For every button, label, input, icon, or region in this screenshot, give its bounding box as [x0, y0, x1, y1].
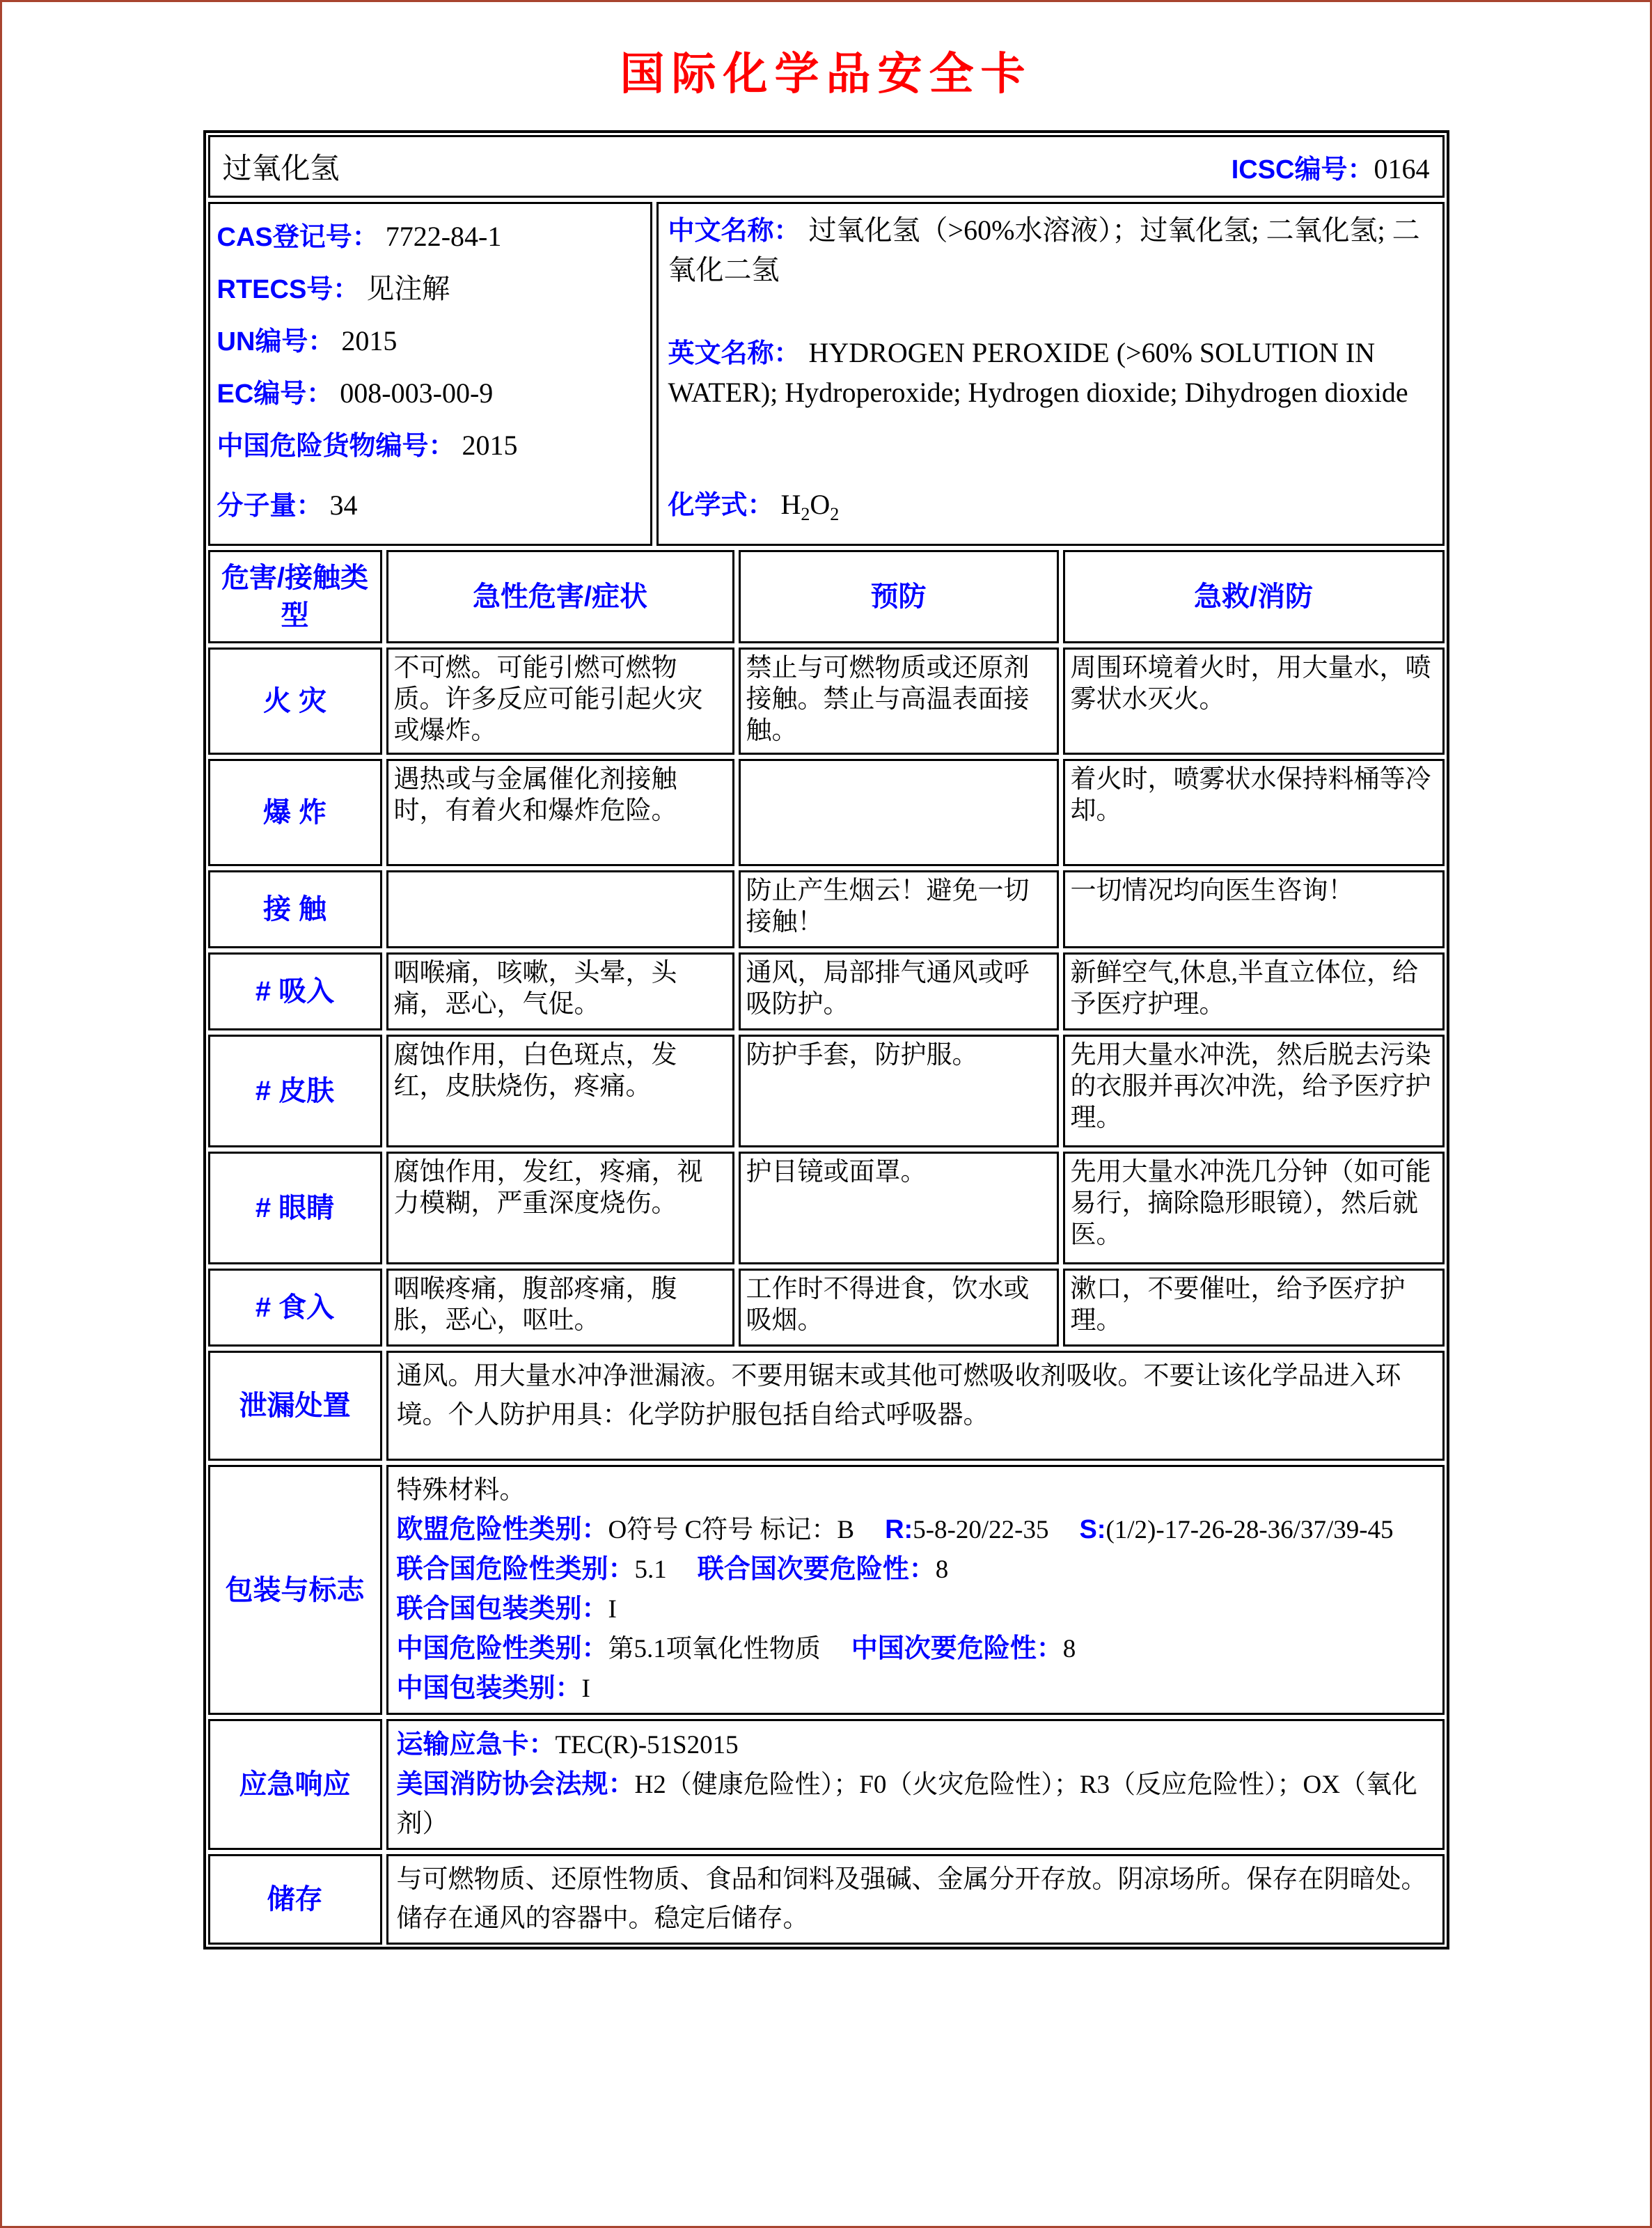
eyes-prevention: 护目镜或面罩。	[739, 1152, 1059, 1264]
packaging-segment: R:	[885, 1515, 913, 1544]
english-name-value: HYDROGEN PEROXIDE (>60% SOLUTION IN WATER); Hydroperoxide; Hydrogen dioxide; Dihydrogen dioxide	[668, 337, 1408, 408]
inhalation-firstaid: 新鲜空气,休息,半直立体位，给予医疗护理。	[1063, 952, 1445, 1030]
eyes-symptoms: 腐蚀作用，发红，疼痛，视力模糊，严重深度烧伤。	[386, 1152, 734, 1264]
storage-content	[386, 1854, 1445, 1945]
fire-type-label: 火 灾	[208, 648, 382, 755]
header-hazard-type: 危害/接触类型	[208, 550, 382, 643]
rtecs-number-line	[217, 266, 646, 318]
identification-row	[206, 200, 1447, 548]
chemical-header-cell	[208, 135, 1445, 198]
packaging-segment: I	[608, 1595, 617, 1624]
packaging-segment: 联合国次要危险性：	[697, 1555, 936, 1584]
china-dg-label: 中国危险货物编号：	[217, 432, 455, 461]
chemical-formula-line	[668, 483, 1433, 537]
emergency-segment: 运输应急卡：	[396, 1730, 556, 1759]
packaging-label: 包装与标志	[208, 1465, 382, 1715]
chemical-formula-label: 化学式：	[668, 491, 774, 520]
explosion-prevention	[739, 759, 1059, 866]
storage-line-0	[397, 1860, 1434, 1938]
skin-symptoms: 腐蚀作用，白色斑点，发红，皮肤烧伤，疼痛。	[386, 1035, 734, 1147]
ingestion-type-label: # 食入	[208, 1269, 382, 1347]
hazard-row-skin	[206, 1033, 1447, 1150]
packaging-line-3	[397, 1590, 1434, 1629]
packaging-segment: 第5.1项氧化性物质	[608, 1635, 821, 1663]
chemical-header-row	[206, 133, 1447, 200]
icsc-number-label: ICSC编号：	[1231, 155, 1374, 185]
section-row-packaging	[206, 1463, 1447, 1717]
packaging-segment: 特殊材料。	[396, 1476, 526, 1505]
section-row-storage	[206, 1852, 1447, 1947]
ec-label: EC编号：	[217, 379, 333, 409]
chemical-formula-value: $H_2O_2$	[780, 489, 840, 524]
packaging-segment: S:	[1079, 1515, 1106, 1544]
icsc-number	[1232, 148, 1430, 186]
molecular-weight-value: 34	[329, 489, 358, 521]
spillage-label: 泄漏处置	[208, 1351, 382, 1461]
packaging-segment: 8	[935, 1555, 949, 1584]
emergency-line-1	[397, 1765, 1434, 1844]
english-name-label: 英文名称：	[668, 339, 801, 368]
hazard-row-ingestion	[206, 1266, 1447, 1349]
chinese-name-label: 中文名称：	[668, 217, 801, 246]
hazard-header-row	[206, 548, 1447, 645]
china-dg-value: 2015	[462, 430, 518, 461]
emergency-segment: TEC(R)-51S2015	[555, 1731, 739, 1759]
un-value: 2015	[341, 325, 398, 356]
storage-label: 储存	[208, 1854, 382, 1945]
chinese-name-value: 过氧化氢（>60%水溶液）；过氧化氢; 二氧化氢; 二氧化二氢	[668, 214, 1420, 285]
hazard-row-explosion	[206, 757, 1447, 868]
packaging-segment: 中国次要危险性：	[851, 1634, 1063, 1663]
inhalation-prevention: 通风，局部排气通风或呼吸防护。	[739, 952, 1059, 1030]
header-acute-symptoms: 急性危害/症状	[386, 550, 734, 643]
packaging-line-5	[397, 1669, 1434, 1709]
page-title: 国际化学品安全卡	[620, 48, 1032, 100]
fire-symptoms: 不可燃。可能引燃可燃物质。许多反应可能引起火灾或爆炸。	[386, 648, 734, 755]
inhalation-symptoms: 咽喉痛，咳嗽，头晕，头痛，恶心，气促。	[386, 952, 734, 1030]
skin-firstaid: 先用大量水冲洗，然后脱去污染的衣服并再次冲洗，给予医疗护理。	[1063, 1035, 1445, 1147]
chemical-name: 过氧化氢	[222, 153, 340, 185]
rtecs-value: 见注解	[366, 273, 450, 304]
fire-firstaid: 周围环境着火时，用大量水，喷雾状水灭火。	[1063, 648, 1445, 755]
packaging-segment: 8	[1062, 1635, 1076, 1663]
packaging-segment: 欧盟危险性类别：	[396, 1515, 608, 1544]
english-name-line	[668, 334, 1433, 413]
emergency-line-0	[397, 1725, 1434, 1765]
explosion-firstaid: 着火时，喷雾状水保持料桶等冷却。	[1063, 759, 1445, 866]
packaging-segment: (1/2)-17-26-28-36/37/39-45	[1106, 1516, 1394, 1544]
emergency-content	[386, 1719, 1445, 1850]
ingestion-firstaid: 漱口，不要催吐，给予医疗护理。	[1063, 1269, 1445, 1347]
contact-prevention: 防止产生烟云！避免一切接触！	[739, 870, 1059, 948]
molecular-weight-label: 分子量：	[217, 492, 323, 521]
skin-type-label: # 皮肤	[208, 1035, 382, 1147]
explosion-symptoms: 遇热或与金属催化剂接触时，有着火和爆炸危险。	[386, 759, 734, 866]
explosion-type-label: 爆 炸	[208, 759, 382, 866]
spillage-line-0	[397, 1357, 1434, 1435]
packaging-segment: 5-8-20/22-35	[913, 1516, 1049, 1544]
hazard-row-eyes	[206, 1150, 1447, 1266]
section-row-spillage	[206, 1349, 1447, 1463]
skin-prevention: 防护手套，防护服。	[739, 1035, 1059, 1147]
header-prevention: 预防	[739, 550, 1059, 643]
eyes-type-label: # 眼睛	[208, 1152, 382, 1264]
fire-prevention: 禁止与可燃物质或还原剂接触。禁止与高温表面接触。	[739, 648, 1059, 755]
packaging-segment: 5.1	[634, 1555, 667, 1584]
emergency-segment: H2（健康危险性）；F0（火灾危险性）；R3（反应危险性）；OX（氧化剂）	[396, 1771, 1417, 1838]
hazard-row-contact	[206, 868, 1447, 950]
ec-number-line	[217, 370, 646, 423]
hazard-row-inhalation	[206, 950, 1447, 1033]
molecular-weight-line	[217, 483, 646, 534]
emergency-segment: 美国消防协会法规：	[396, 1770, 635, 1799]
hazard-row-fire	[206, 645, 1447, 757]
packaging-line-2	[397, 1550, 1434, 1590]
packaging-line-4	[397, 1629, 1434, 1669]
header-firstaid-firefighting: 急救/消防	[1063, 550, 1445, 643]
packaging-segment: 中国危险性类别：	[396, 1634, 608, 1663]
icsc-number-value: 0164	[1374, 152, 1430, 185]
spillage-segment: 通风。用大量水冲净泄漏液。不要用锯末或其他可燃吸收剂吸收。不要让该化学品进入环境。个人防护用具：化学防护服包括自给式呼吸器。	[396, 1362, 1401, 1429]
cas-number-line	[217, 214, 646, 266]
names-cell	[656, 202, 1445, 546]
packaging-line-0	[397, 1471, 1434, 1510]
chinese-name-line	[668, 211, 1433, 290]
un-label: UN编号：	[217, 327, 335, 356]
spillage-content	[386, 1351, 1445, 1461]
packaging-line-1	[397, 1510, 1434, 1550]
packaging-content	[386, 1465, 1445, 1715]
packaging-segment: 联合国危险性类别：	[396, 1555, 635, 1584]
packaging-segment: I	[581, 1674, 590, 1703]
identifiers-cell	[208, 202, 652, 546]
packaging-segment: 中国包装类别：	[396, 1674, 582, 1703]
icsc-card	[203, 130, 1449, 1950]
cas-value: 7722-84-1	[385, 221, 502, 252]
ec-value: 008-003-00-9	[340, 377, 494, 409]
section-row-emergency	[206, 1717, 1447, 1852]
rtecs-label: RTECS号：	[217, 275, 360, 304]
contact-type-label: 接 触	[208, 870, 382, 948]
cas-label: CAS登记号：	[217, 223, 379, 252]
hazard-table-body	[206, 548, 1447, 1947]
packaging-segment: O符号 C符号 标记：B	[608, 1516, 855, 1544]
eyes-firstaid: 先用大量水冲洗几分钟（如可能易行，摘除隐形眼镜），然后就医。	[1063, 1152, 1445, 1264]
un-number-line	[217, 318, 646, 370]
contact-symptoms	[386, 870, 734, 948]
storage-segment: 与可燃物质、还原性物质、食品和饲料及强碱、金属分开存放。阴凉场所。保存在阴暗处。储存在通风的容器中。稳定后储存。	[396, 1865, 1427, 1933]
inhalation-type-label: # 吸入	[208, 952, 382, 1030]
emergency-label: 应急响应	[208, 1719, 382, 1850]
contact-firstaid: 一切情况均向医生咨询！	[1063, 870, 1445, 948]
ingestion-symptoms: 咽喉疼痛，腹部疼痛，腹胀，恶心，呕吐。	[386, 1269, 734, 1347]
china-dg-number-line	[217, 423, 646, 475]
ingestion-prevention: 工作时不得进食，饮水或吸烟。	[739, 1269, 1059, 1347]
packaging-segment: 联合国包装类别：	[396, 1594, 608, 1624]
